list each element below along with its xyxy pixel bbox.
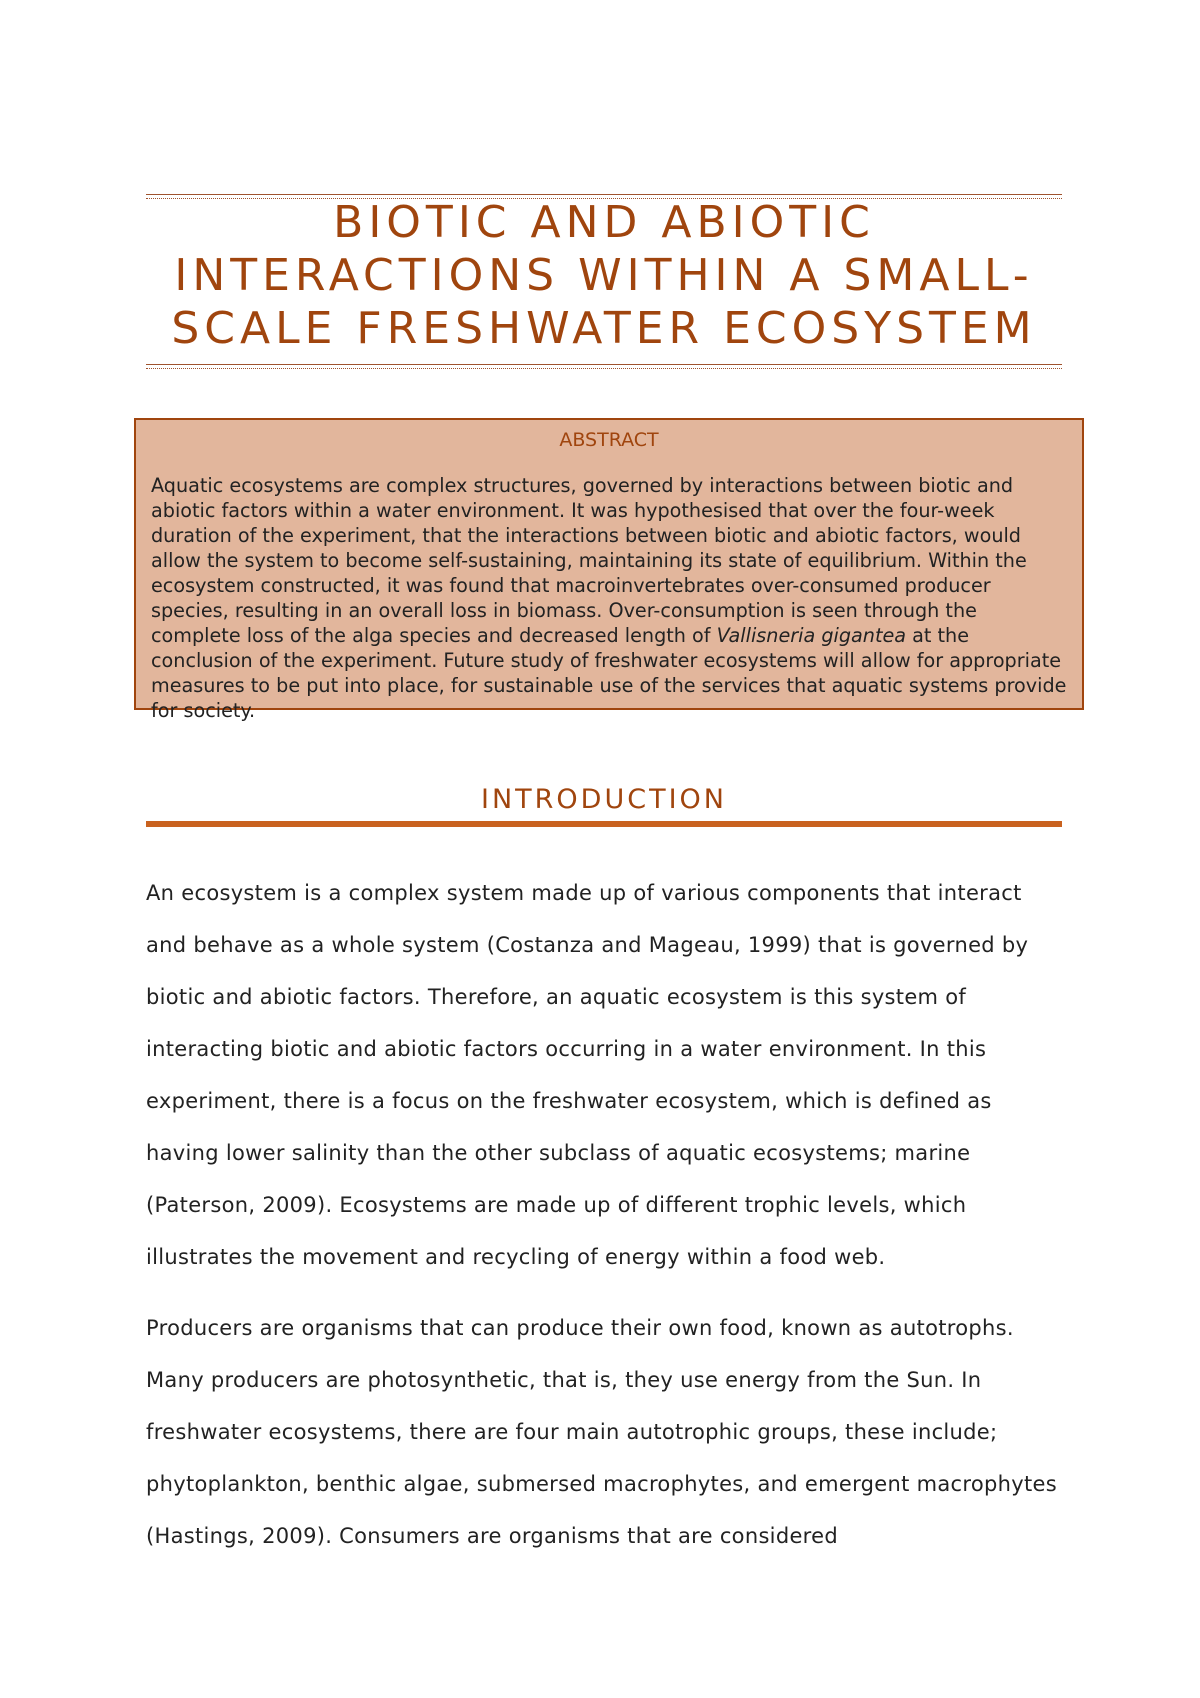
introduction-paragraph-1: An ecosystem is a complex system made up of various components that interact and behave as a whole system (Costanza and Mageau, 1999) that is governed by biotic and abiotic factors. Therefore, an aquatic ecosystem is this system of interacting biotic and abiotic factors occurring in a water environment. In this experiment, there is a focus on the freshwater ecosystem, which is defined as having lower salinity than the other subclass of aquatic ecosystems; marine (Paterson, 2009). Ecosystems are made up of different trophic levels, which illustrates the movement and recycling of energy within a food web.	[146, 881, 1029, 1269]
abstract-text	[151, 473, 1068, 723]
title-bottom-rule	[146, 364, 1062, 369]
abstract-heading: ABSTRACT	[559, 429, 659, 451]
abstract-box	[134, 418, 1084, 722]
introduction-paragraph-2: Producers are organisms that can produce their own food, known as autotrophs. Many producers are photosynthetic, that is, they use energy from the Sun. In freshwater ecosystems, there are four main autotrophic groups, these include; phytoplankton, benthic algae, submersed macrophytes, and emergent macrophytes (Hastings, 2009). Consumers are organisms that are considered	[146, 1316, 1057, 1548]
abstract-text-part-1: Aquatic ecosystems are complex structures, governed by interactions between biotic and abiotic factors within a water environment. It was hypothesised that over the four-week duration of the experiment, that the interactions between biotic and abiotic factors, would allow the system to become self-sustaining, maintaining its state of equilibrium. Within the ecosystem constructed, it was found that macroinvertebrates over-consumed producer species, resulting in an overall loss in biomass. Over-consumption is seen through the complete loss of the alga species and decreased length of	[151, 474, 1027, 647]
introduction-heading: INTRODUCTION	[481, 784, 727, 815]
abstract-text-part-2: at the conclusion of the experiment. Future study of freshwater ecosystems will allow for appropriate measures to be put into place, for sustainable use of the services that aquatic systems provide for society.	[151, 624, 1067, 722]
document-title: BIOTIC AND ABIOTIC INTERACTIONS WITHIN A SMALL-SCALE FRESHWATER ECOSYSTEM	[171, 197, 1037, 354]
introduction-rule	[146, 821, 1062, 827]
abstract-species-name: Vallisneria gigantea	[716, 624, 907, 647]
